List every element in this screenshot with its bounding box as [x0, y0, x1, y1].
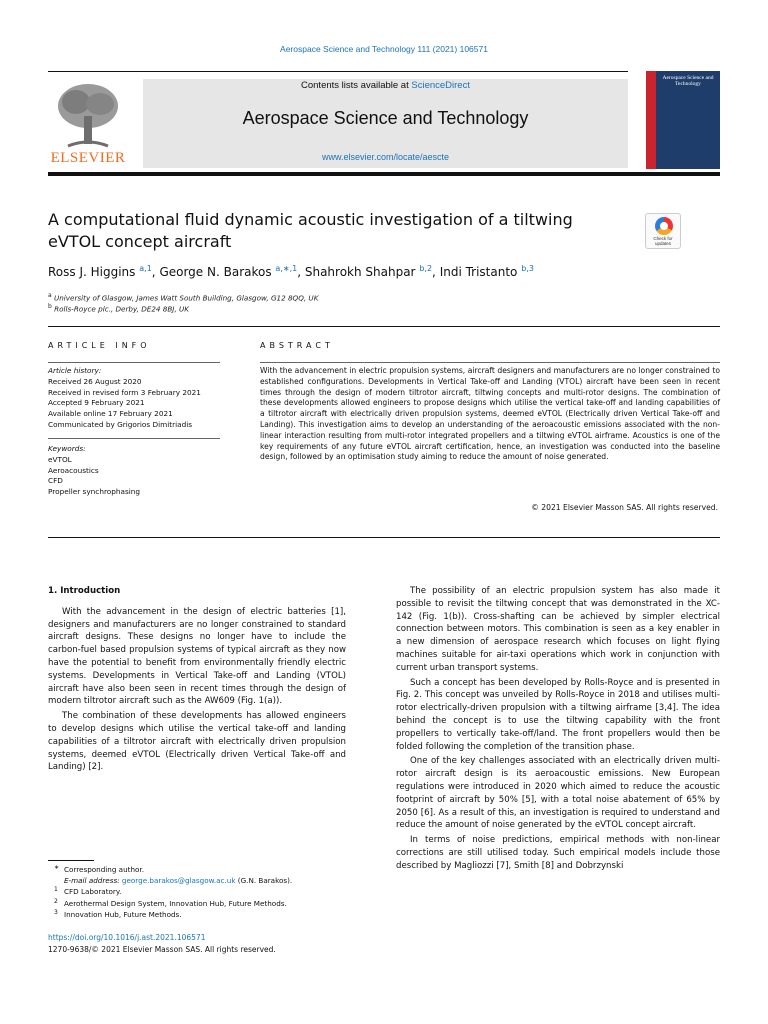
history-entry: Received in revised form 3 February 2021 [48, 387, 201, 397]
affiliation-text: Rolls-Royce plc., Derby, DE24 8BJ, UK [54, 304, 189, 314]
author-separator: , [151, 265, 160, 279]
contents-line [143, 80, 628, 91]
history-entry: Accepted 9 February 2021 [48, 398, 145, 408]
abstract-heading: ABSTRACT [260, 341, 334, 350]
check-for-updates-badge[interactable] [645, 213, 681, 249]
keywords-label: Keywords: [48, 444, 86, 453]
author-name[interactable]: Shahrokh Shahpar [304, 265, 416, 279]
keyword: eVTOL [48, 454, 72, 464]
article-history-label: Article history: [48, 366, 102, 375]
author-separator: , [432, 265, 440, 279]
footnote [48, 875, 368, 886]
contents-prefix: Contents lists available at [301, 80, 412, 91]
author-affiliation-mark[interactable]: a,1 [139, 264, 152, 273]
footnote [48, 898, 368, 909]
body-paragraph: In terms of noise predictions, empirical methods with non-linear corrections are still utilised today. Such empirical models include those described by Magliozzi [7], Smith [8] and Dobrzynski [396, 835, 720, 871]
footnote-mark: 1 [54, 886, 58, 894]
history-entry: Available online 17 February 2021 [48, 409, 173, 419]
body-paragraph: Such a concept has been developed by Rolls-Royce and is presented in Fig. 2. This concept was unveiled by Rolls-Royce in 2018 and utilises multi-rotor electrically-driven propulsion with a tiltwing airframe [3,4]. The idea behind the concept is to use the tiltwing capability with the front propellers to vertically take-off/land. The front propellers would then be folded following the completion of the transition phase. [396, 677, 720, 752]
footnote-rule [48, 860, 94, 861]
keyword: CFD [48, 476, 63, 486]
article-info-rule [48, 438, 220, 439]
abstract-rule [260, 362, 720, 363]
footnote [48, 864, 368, 875]
author-name[interactable]: Indi Tristanto [439, 265, 518, 279]
cover-title: Aerospace Science and Technology [662, 75, 714, 87]
body-paragraph: The combination of these developments has allowed engineers to develop designs which utilise the vertical take-off and landing capabilities of a tiltrotor aircraft with electrically driven propulsion systems, deemed eVTOL (Electrically driven Vertical Take-off and Landing) [2]. [48, 711, 346, 773]
email-suffix: (G.N. Barakos). [235, 876, 293, 886]
footnote-mark: 2 [54, 897, 58, 905]
section-heading: 1. Introduction [48, 586, 121, 596]
history-entry: Communicated by Grigorios Dimitriadis [48, 419, 193, 429]
elsevier-wordmark: ELSEVIER [50, 150, 126, 166]
journal-title: Aerospace Science and Technology [242, 108, 529, 128]
journal-cover-thumbnail[interactable] [646, 71, 720, 169]
abstract-text: With the advancement in electric propulsion systems, aircraft designers and manufacturers are no longer constrained to established configurations. Developments in Vertical Take-off and Landing (VTOL) aircraft have been seen in recent times through the design of modern tiltrotor aircraft, tiltwing concepts and multi-rotor designs. The combination of these developments allowed engineers to propose designs which utilise the vertical take-off and landing capabilities of a tiltrotor aircraft with electrically driven propulsion systems, deemed eVTOL (Electrically driven Vertical Take-off and Landing). This investigation aims to develop an understanding of the aeroacoustic emissions associated with the non-linear interaction resulting from multi-rotor integrated propellers and a tiltwing eVTOL airframe. Acoustics is one of the key requirements of any future eVTOL aircraft certification, hence, an investigation was conducted into the baseline design, followed by an optimisation study aiming to reduce the amount of noise generated. [260, 366, 720, 462]
cover-strip [646, 71, 656, 169]
section-divider [48, 537, 720, 538]
body-paragraph: The possibility of an electric propulsion system has also made it possible to revisit the tiltwing concept that was demonstrated in the XC-142 (Fig. 1(b)). Cross-shafting can be achieved by simpler electrical connection between motors. This combination is seen as a key enabler in a new dimension of aerospace research which focuses on light flying machines suitable for air-taxi operations which work in conjunction with current urban transport systems. [396, 586, 720, 673]
affiliation-mark: b [48, 303, 52, 310]
article-history [48, 366, 223, 431]
keyword: Aeroacoustics [48, 465, 99, 475]
affiliation-text: University of Glasgow, James Watt South Building, Glasgow, G12 8QQ, UK [53, 293, 319, 303]
author-affiliation-mark[interactable]: b,2 [419, 264, 433, 273]
author-name[interactable]: Ross J. Higgins [48, 265, 136, 279]
keyword: Propeller synchrophasing [48, 487, 141, 497]
issn-copyright: 1270-9638/© 2021 Elsevier Masson SAS. All rights reserved. [48, 945, 276, 954]
keywords [48, 444, 223, 498]
footnote-mark: ∗ [54, 864, 60, 871]
affiliation-mark: a [48, 292, 52, 299]
affiliation [48, 292, 648, 302]
sciencedirect-link[interactable]: ScienceDirect [411, 80, 470, 91]
body-paragraph: One of the key challenges associated with an electrically driven multi-rotor aircraft design is its aeroacoustic emissions. New European regulations were introduced in 2020 which aimed to reduce the acoustic footprint of aircraft by 50% [5], with a total noise abatement of 65% by 2050 [6]. As a result of this, an investigation is required to understand and reduce the amount of noise generated by the eVTOL concept aircraft. [396, 756, 720, 831]
footnote-text: Corresponding author. [64, 865, 144, 874]
author-email-link[interactable]: george.barakos@glasgow.ac.uk [121, 876, 236, 886]
abstract-copyright: © 2021 Elsevier Masson SAS. All rights reserved. [531, 503, 718, 512]
author-name[interactable]: George N. Barakos [159, 265, 272, 279]
body-left-column [48, 585, 346, 776]
journal-homepage-link[interactable]: www.elsevier.com/locate/aescte [321, 152, 450, 162]
footnote-text: Innovation Hub, Future Methods. [64, 909, 182, 919]
footnote-mark: 3 [54, 908, 58, 916]
article-info-heading: ARTICLE INFO [48, 341, 151, 350]
affiliation [48, 303, 648, 313]
footnote [48, 909, 368, 920]
article-info-rule [48, 362, 220, 363]
section-divider [48, 326, 720, 327]
footnotes [48, 864, 368, 920]
body-paragraph: With the advancement in the design of electric batteries [1], designers and manufacturers are no longer constrained to standard aircraft designs. These designs no longer have to include the carbon-fuel based propulsion systems of typical aircraft as they now have the potential to benefit from environmentally friendly electric systems. Developments in Vertical Take-off and Landing (VTOL) aircraft have also been seen in recent times through the design of modern tiltrotor aircraft such as the AW609 (Fig. 1(a)). [48, 606, 346, 707]
author-affiliation-mark[interactable]: a,∗,1 [275, 264, 298, 273]
email-label: E-mail address: [64, 876, 122, 886]
check-for-updates-label: Check for updates [653, 236, 673, 246]
header-divider [48, 172, 720, 176]
footnote-text: Aerothermal Design System, Innovation Hub, Future Methods. [64, 898, 287, 908]
paper-title: A computational fluid dynamic acoustic investigation of a tiltwing eVTOL concept aircraft [48, 210, 573, 251]
author-affiliation-mark[interactable]: b,3 [521, 264, 534, 273]
body-right-column [396, 585, 720, 875]
doi-link[interactable]: https://doi.org/10.1016/j.ast.2021.106571 [48, 933, 206, 942]
footnote-text: CFD Laboratory. [64, 887, 122, 897]
footnote [48, 886, 368, 897]
journal-reference[interactable]: Aerospace Science and Technology 111 (2021) 106571 [280, 44, 488, 54]
author-separator: , [297, 265, 305, 279]
crossmark-icon [655, 217, 673, 235]
history-entry: Received 26 August 2020 [48, 376, 142, 386]
author-list [48, 264, 668, 279]
